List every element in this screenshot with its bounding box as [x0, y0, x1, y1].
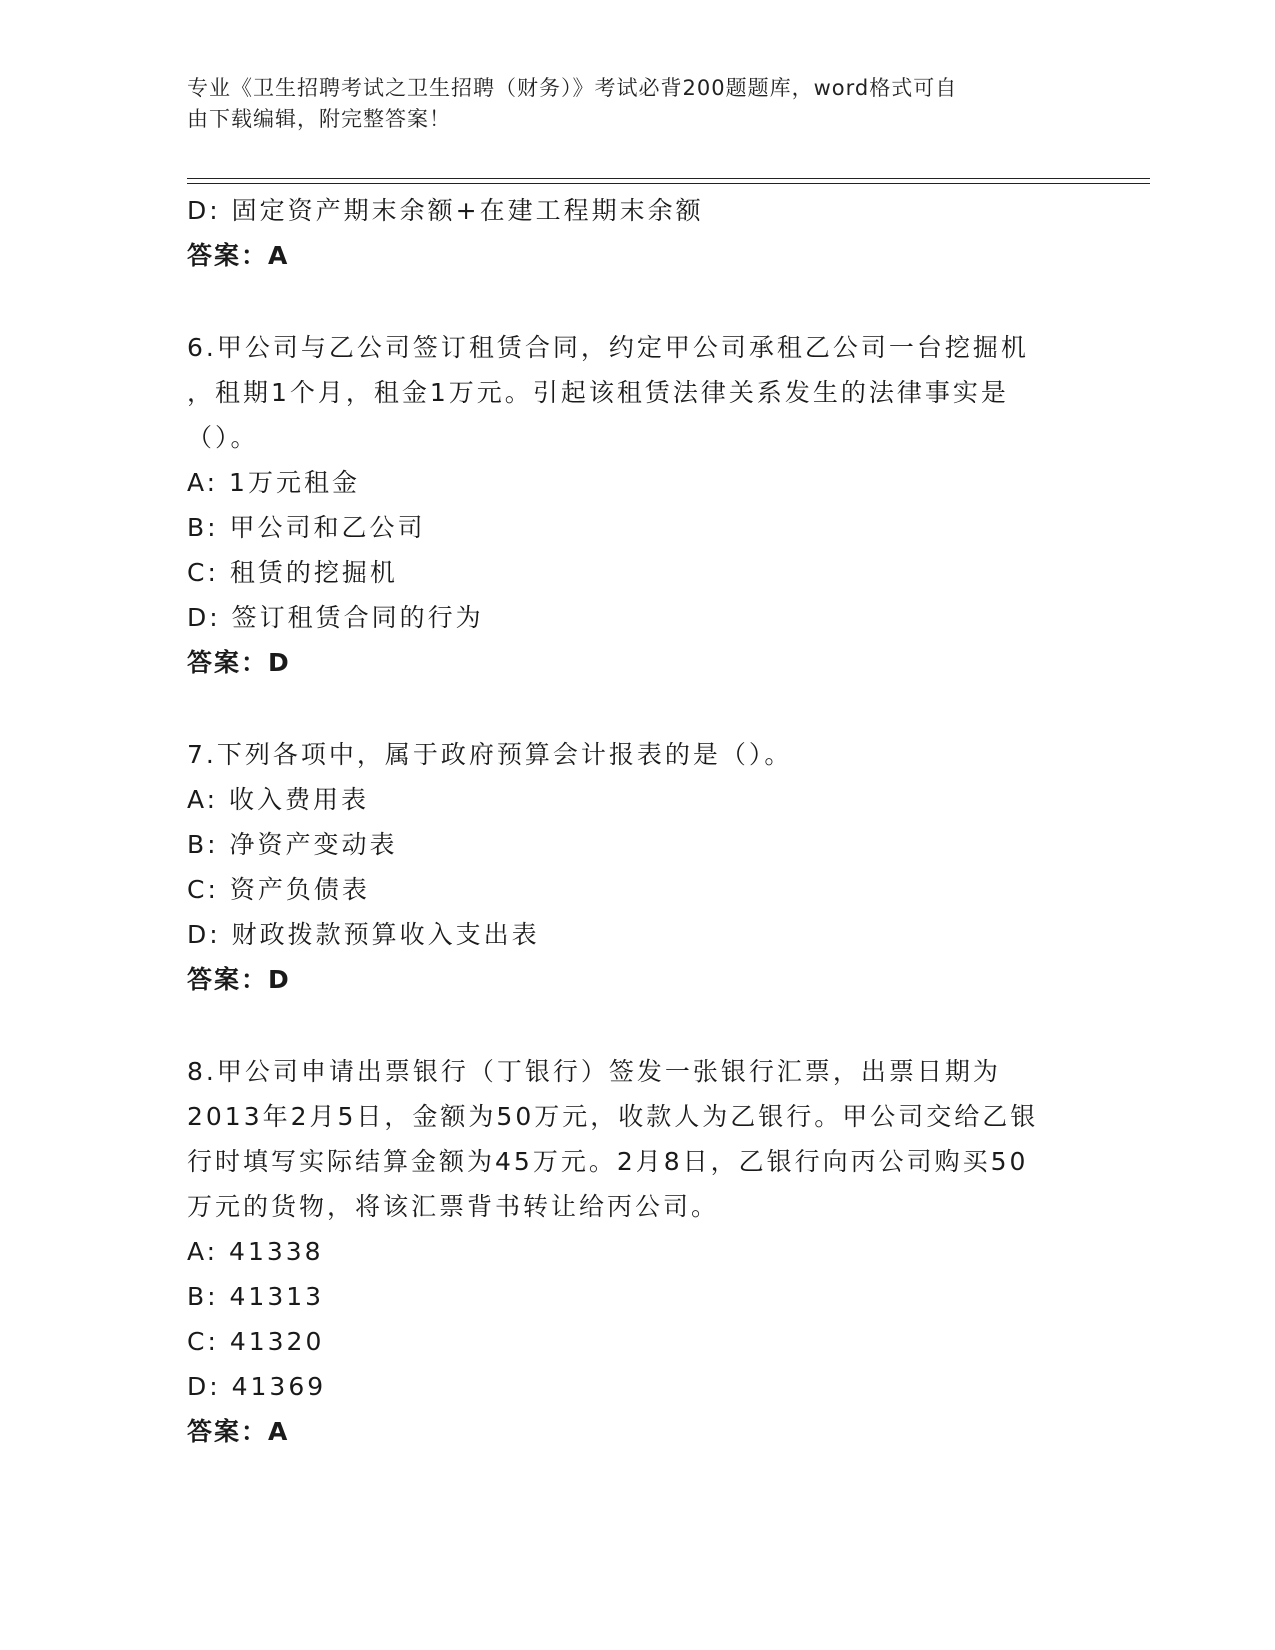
q7-option-c: C: 资产负债表 — [187, 875, 370, 904]
q6-text-line-3: （）。 — [187, 423, 259, 452]
q8-option-b: B: 41313 — [187, 1282, 325, 1311]
question-list — [187, 188, 1087, 1454]
spacer — [187, 278, 1087, 325]
q7-option-b: B: 净资产变动表 — [187, 830, 398, 859]
q6-option-a: A: 1万元租金 — [187, 468, 360, 497]
q6-option-d: D: 签订租赁合同的行为 — [187, 603, 484, 632]
q7-option-a: A: 收入费用表 — [187, 785, 370, 814]
question-7 — [187, 732, 1087, 1002]
header-divider-top — [187, 178, 1150, 179]
q5-answer: 答案：A — [187, 241, 290, 270]
q8-option-c: C: 41320 — [187, 1327, 325, 1356]
q8-text-line-4: 万元的货物，将该汇票背书转让给丙公司。 — [187, 1192, 720, 1221]
q8-option-a: A: 41338 — [187, 1237, 324, 1266]
q8-answer: 答案：A — [187, 1417, 290, 1446]
q6-option-c: C: 租赁的挖掘机 — [187, 558, 398, 587]
header-line-1: 专业《卫生招聘考试之卫生招聘（财务）》考试必背200题题库，word格式可自 — [187, 76, 958, 100]
spacer — [187, 685, 1087, 732]
q6-text-line-1: 6.甲公司与乙公司签订租赁合同，约定甲公司承租乙公司一台挖掘机 — [187, 333, 1029, 362]
header-divider-bottom — [187, 183, 1150, 184]
q8-text-line-1: 8.甲公司申请出票银行（丁银行）签发一张银行汇票，出票日期为 — [187, 1057, 1001, 1086]
q6-text-line-2: ，租期1个月，租金1万元。引起该租赁法律关系发生的法律事实是 — [187, 378, 1009, 407]
q7-text-line-1: 7.下列各项中，属于政府预算会计报表的是（）。 — [187, 740, 793, 769]
question-6 — [187, 325, 1087, 685]
q7-answer: 答案：D — [187, 965, 291, 994]
spacer — [187, 1002, 1087, 1049]
q7-option-d: D: 财政拨款预算收入支出表 — [187, 920, 540, 949]
q6-answer: 答案：D — [187, 648, 291, 677]
q8-text-line-2: 2013年2月5日，金额为50万元，收款人为乙银行。甲公司交给乙银 — [187, 1102, 1039, 1131]
question-8 — [187, 1049, 1087, 1454]
q5-option-d: D: 固定资产期末余额+在建工程期末余额 — [187, 196, 704, 225]
q8-option-d: D: 41369 — [187, 1372, 327, 1401]
header-line-2: 由下载编辑，附完整答案！ — [187, 107, 451, 131]
q8-text-line-3: 行时填写实际结算金额为45万元。2月8日，乙银行向丙公司购买50 — [187, 1147, 1029, 1176]
q6-option-b: B: 甲公司和乙公司 — [187, 513, 426, 542]
document-header — [187, 73, 1067, 135]
